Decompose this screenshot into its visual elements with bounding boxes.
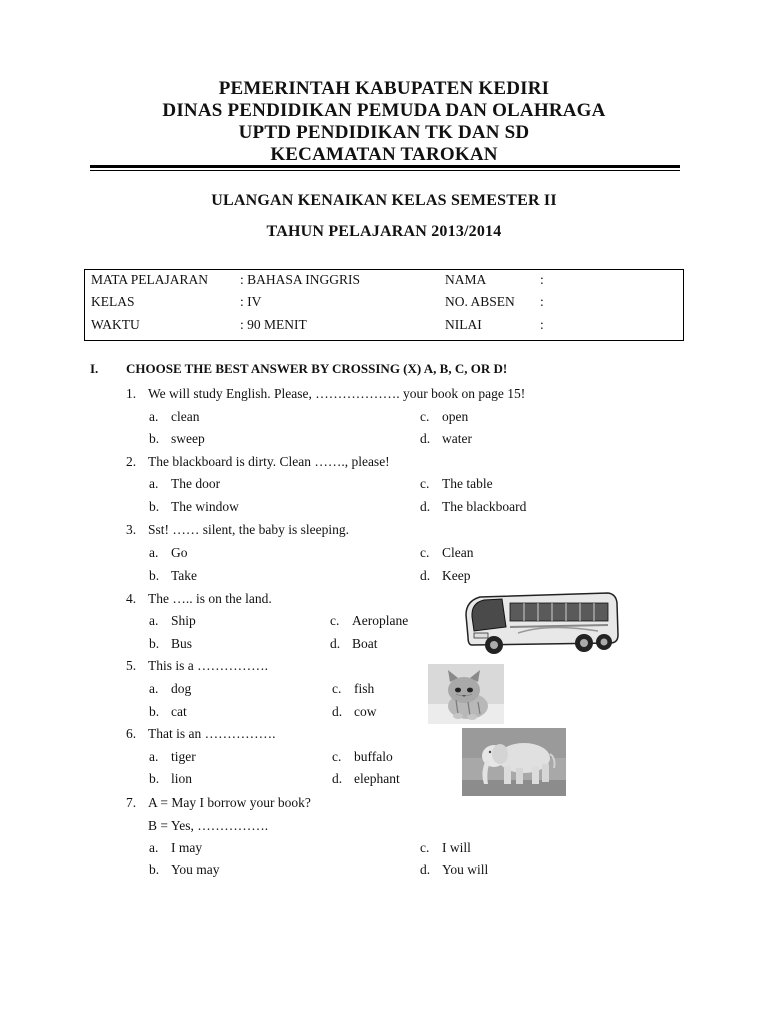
- option-letter: a.: [149, 749, 159, 764]
- option-letter: b.: [149, 771, 160, 786]
- option-letter: b.: [149, 499, 160, 514]
- option-text: I may: [171, 840, 203, 855]
- info-label: NAMA: [445, 272, 487, 287]
- option-letter: b.: [149, 704, 160, 719]
- option-letter: c.: [330, 613, 340, 628]
- option-text: The blackboard: [442, 499, 527, 514]
- header-line-4: KECAMATAN TAROKAN: [270, 144, 498, 165]
- exam-title: ULANGAN KENAIKAN KELAS SEMESTER II: [211, 192, 557, 209]
- option-text: cow: [354, 704, 377, 719]
- question-text: The blackboard is dirty. Clean ……., please!: [148, 454, 390, 469]
- info-label: WAKTU: [91, 317, 140, 332]
- info-value: : IV: [240, 294, 262, 309]
- info-value: : BAHASA INGGRIS: [240, 272, 361, 287]
- question-text: The ….. is on the land.: [148, 591, 272, 606]
- info-value: : 90 MENIT: [240, 317, 307, 332]
- option-text: I will: [442, 840, 471, 855]
- question-number: 1.: [126, 386, 137, 401]
- option-letter: d.: [330, 636, 341, 651]
- option-text: The table: [442, 476, 493, 491]
- option-letter: d.: [420, 499, 431, 514]
- header-rule-thick: [90, 165, 680, 168]
- option-text: buffalo: [354, 749, 393, 764]
- header-line-2: DINAS PENDIDIKAN PEMUDA DAN OLAHRAGA: [162, 100, 606, 121]
- info-label: MATA PELAJARAN: [91, 272, 209, 287]
- info-value: :: [540, 294, 544, 309]
- student-info-box: [84, 269, 684, 341]
- option-letter: c.: [332, 681, 342, 696]
- question-number: 4.: [126, 591, 137, 606]
- option-text: clean: [171, 409, 200, 424]
- option-letter: c.: [420, 840, 430, 855]
- question-text: B = Yes, …………….: [148, 818, 269, 833]
- option-text: Clean: [442, 545, 474, 560]
- bus-image: [458, 585, 620, 661]
- option-text: Ship: [171, 613, 196, 628]
- question-number: 2.: [126, 454, 137, 469]
- header-rule-thin: [90, 170, 680, 171]
- option-letter: c.: [420, 409, 430, 424]
- option-text: You will: [442, 862, 489, 877]
- option-text: open: [442, 409, 469, 424]
- section-instruction: CHOOSE THE BEST ANSWER BY CROSSING (X) A, B, C, OR D!: [126, 361, 508, 376]
- option-text: dog: [171, 681, 192, 696]
- question-number: 5.: [126, 658, 137, 673]
- info-row-subject: [85, 272, 683, 294]
- question-text: This is a …………….: [148, 658, 268, 673]
- option-letter: b.: [149, 568, 160, 583]
- question-text: That is an …………….: [148, 726, 276, 741]
- info-label: NILAI: [445, 317, 482, 332]
- option-letter: a.: [149, 409, 159, 424]
- option-letter: d.: [332, 771, 343, 786]
- info-label: KELAS: [91, 294, 135, 309]
- info-row-class: [85, 294, 683, 316]
- option-text: lion: [171, 771, 193, 786]
- option-letter: c.: [332, 749, 342, 764]
- document-header: [0, 78, 768, 166]
- option-letter: a.: [149, 613, 159, 628]
- question-number: 3.: [126, 522, 137, 537]
- option-letter: a.: [149, 476, 159, 491]
- option-letter: d.: [420, 862, 431, 877]
- info-label: NO. ABSEN: [445, 294, 515, 309]
- section-number: I.: [90, 361, 99, 376]
- option-letter: d.: [420, 568, 431, 583]
- option-text: sweep: [171, 431, 205, 446]
- info-value: :: [540, 272, 544, 287]
- option-letter: b.: [149, 862, 160, 877]
- info-value: :: [540, 317, 544, 332]
- option-text: water: [442, 431, 472, 446]
- option-text: Keep: [442, 568, 471, 583]
- option-text: fish: [354, 681, 375, 696]
- option-text: Bus: [171, 636, 193, 651]
- question-text: A = May I borrow your book?: [148, 795, 311, 810]
- elephant-image: [462, 728, 566, 796]
- option-text: cat: [171, 704, 187, 719]
- option-letter: d.: [420, 431, 431, 446]
- question-text: We will study English. Please, ………………. your book on page 15!: [148, 386, 526, 401]
- question-text: Sst! …… silent, the baby is sleeping.: [148, 522, 349, 537]
- option-text: tiger: [171, 749, 196, 764]
- option-letter: c.: [420, 476, 430, 491]
- option-letter: a.: [149, 545, 159, 560]
- header-line-3: UPTD PENDIDIKAN TK DAN SD: [238, 122, 530, 143]
- option-text: The door: [171, 476, 221, 491]
- exam-year: TAHUN PELAJARAN 2013/2014: [266, 223, 502, 240]
- kitten-image: [428, 664, 504, 724]
- option-letter: b.: [149, 431, 160, 446]
- option-text: Boat: [352, 636, 378, 651]
- question-number: 6.: [126, 726, 137, 741]
- option-letter: d.: [332, 704, 343, 719]
- option-letter: a.: [149, 840, 159, 855]
- option-text: elephant: [354, 771, 400, 786]
- info-row-time: [85, 317, 683, 339]
- header-line-1: PEMERINTAH KABUPATEN KEDIRI: [218, 78, 550, 99]
- question-number: 7.: [126, 795, 137, 810]
- option-text: Take: [171, 568, 198, 583]
- option-text: Aeroplane: [352, 613, 409, 628]
- option-text: Go: [171, 545, 188, 560]
- option-text: You may: [171, 862, 220, 877]
- option-letter: c.: [420, 545, 430, 560]
- option-text: The window: [171, 499, 239, 514]
- option-letter: b.: [149, 636, 160, 651]
- option-letter: a.: [149, 681, 159, 696]
